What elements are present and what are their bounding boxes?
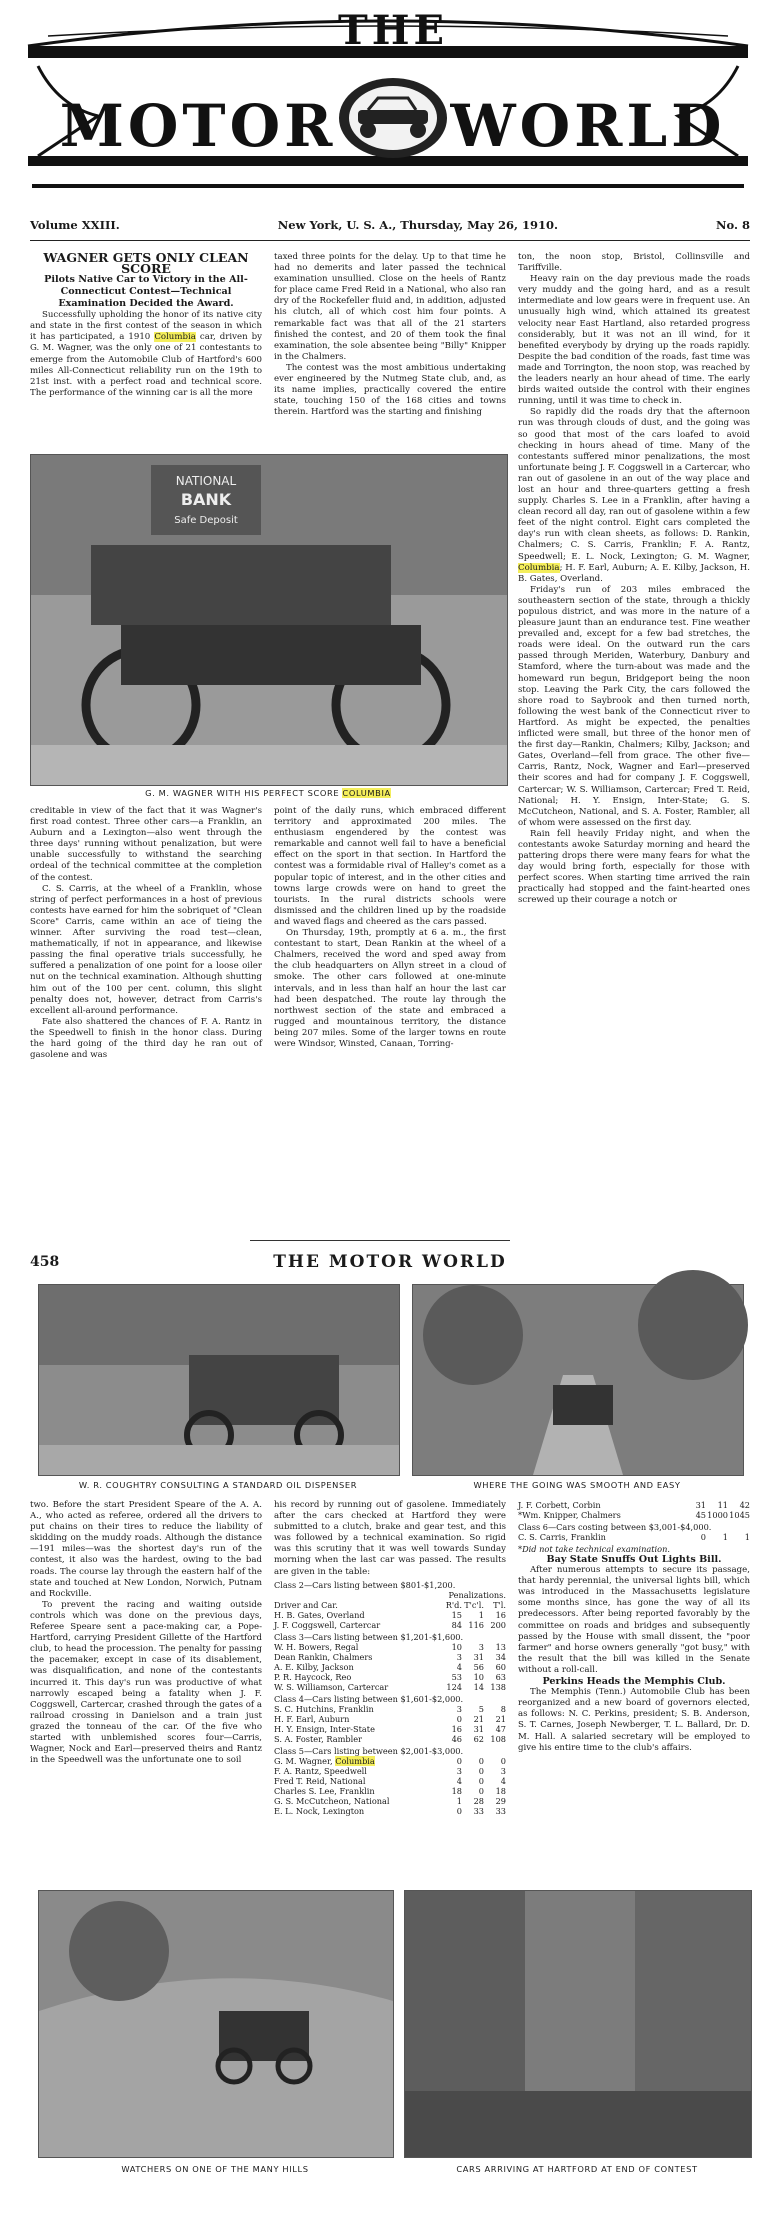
table-row xyxy=(274,1776,506,1786)
table-cell-score: 31 xyxy=(473,1723,484,1734)
table-cell-driver: A. E. Kilby, Jackson xyxy=(274,1661,354,1672)
highlighted-word: Columbia xyxy=(518,562,560,573)
table-cell-score: 63 xyxy=(495,1671,506,1682)
table-cell-score: 34 xyxy=(495,1651,506,1662)
paragraph-text: point of the daily runs, which embraced different territory and approximated 200 miles. The enthusiasm engendered by the contest was remarkable and cannot well fail to have a beneficial effect on the sport in that section. In Hartford the contest was a formidable rival of Halley's comet as a popular topic of interest, and in the other cities and towns large crowds were on hand to greet the tourists. In the rural districts schools were dismissed and the children lined up by the roadside and waved flags and cheered as the cars passed. xyxy=(274,806,506,927)
oil-dispenser-photo xyxy=(38,1284,400,1476)
table-cell-score: 4 xyxy=(500,1775,506,1786)
table-cell-score: 3 xyxy=(456,1703,462,1714)
table-cell-driver: *Wm. Knipper, Chalmers xyxy=(518,1510,621,1520)
smooth-road-photo xyxy=(412,1284,744,1476)
table-cell-score: 1000 xyxy=(707,1510,728,1520)
table-cell-driver: C. S. Carris, Franklin xyxy=(518,1532,606,1542)
table-cell-score: 108 xyxy=(490,1733,506,1744)
table-class-header: Class 2—Cars listing between $801-$1,200. xyxy=(274,1579,456,1590)
table-row xyxy=(518,1510,750,1520)
dateline xyxy=(30,218,750,236)
page2-header xyxy=(30,1252,750,1276)
paragraph-text: Successfully upholding the honor of its native city and state in the first contest of the season in which it has participated, a 1910 xyxy=(30,310,262,343)
paragraph-text: two. Before the start President Speare of the A. A. A., who acted as referee, ordered all the drivers to put chains on their tires to reduce the liability of skidding on the muddy roads. Although the distance—191 miles—was the shortest day's run of the contest, it also was the hardest, owing to the bad roads. The course lay through the eastern half of the state and touched at New London, Norwich, Putnam and Rockville. xyxy=(30,1500,262,1599)
table-row xyxy=(518,1500,750,1510)
table-cell-score: 0 xyxy=(456,1713,462,1724)
table-cell-score: 13 xyxy=(495,1641,506,1652)
table-row xyxy=(274,1756,506,1766)
table-row xyxy=(518,1532,750,1542)
page-divider xyxy=(250,1240,510,1241)
issue-number: No. 8 xyxy=(716,218,750,232)
table-cell-score: 4 xyxy=(456,1661,462,1672)
paragraph-text: On Thursday, 19th, promptly at 6 a. m., the first contestant to start, Dean Rankin at the wheel of a Chalmers, received the word and sped away from the club headquarters on Allyn street in a cloud of smoke. The other cars followed at one-minute intervals, and in less than half an hour the last car had been despatched. The route lay through the northwest section of the state and embraced a rugged and mountainous territory, the distance being 207 miles. Some of the larger towns en route were Windsor, Winsted, Canaan, Torring- xyxy=(274,928,506,1049)
table-cell-score: 31 xyxy=(695,1500,706,1510)
table-row xyxy=(274,1786,506,1796)
table-cell-score: 21 xyxy=(495,1713,506,1724)
table-cell-score: 56 xyxy=(473,1661,484,1672)
table-row xyxy=(274,1672,506,1682)
table-cell-driver: S. C. Hutchins, Franklin xyxy=(274,1703,374,1714)
wagner-car-photo xyxy=(30,454,508,786)
masthead-motor: MOTOR xyxy=(59,92,337,160)
article-column-1-top xyxy=(30,252,262,450)
paragraph-text: taxed three points for the delay. Up to that time he had no demerits and later passed the technical examination unsullied. Close on the heels of Rantz for place came Fred Reid in a National, who also ran dry of the Rockefeller fluid and, in addition, adjusted his clutch, all of which cost him four points. A remarkable fact was that all of the 21 starters finished the contest, and 20 of them took the final examination, the sole absentee being "Billy" Knipper in the Chalmers. xyxy=(274,252,506,362)
dateline-rule xyxy=(30,240,750,241)
svg-text:BANK: BANK xyxy=(180,490,232,509)
highlighted-word: Columbia xyxy=(154,332,196,343)
page2-column-3 xyxy=(518,1500,750,1880)
table-cell-score: 3 xyxy=(456,1651,462,1662)
table-cell-score: 5 xyxy=(478,1703,484,1714)
page-number: 458 xyxy=(30,1254,60,1270)
table-cell-driver: G. M. Wagner, Columbia xyxy=(274,1755,375,1766)
paragraph-text: Friday's run of 203 miles embraced the southeastern section of the state, through a thickly populous district, and was more in the nature of a pleasure jaunt than an endurance test. Fine weather prevailed and, except for a few bad stretches, the roads were ideal. On the outward run the cars passed through Meriden, Waterbury, Danbury and Stamford, where the turn-about was made and the homeward run begun, Bridgeport being the noon stop. Leaving the Park City, the cars followed the shore road to Saybrook and then turned north, following the west bank of the Connecticut river to Hartford. As might be expected, the penalties inflicted were small, but three of the honor men of the first day—Rankin, Chalmers; Kilby, Jackson; and Gates, Overland—fell from grace. The other five—Carris, Rantz, Nock, Wagner and Earl—preserved their scores and had for company J. F. Coggswell, Cartercar; W. S. Williamson, Cartercar; Fred T. Reid, National; H. Y. Ensign, Inter-State; G. S. McCutcheon, National, and S. A. Foster, Rambler, all of whom were assessed on the first day. xyxy=(518,584,750,828)
table-cell-score: 53 xyxy=(451,1671,462,1682)
table-cell-score: 28 xyxy=(473,1795,484,1806)
table-cell-score: 0 xyxy=(478,1755,484,1766)
table-cell-score: 1 xyxy=(478,1609,484,1620)
paragraph-text: The Memphis (Tenn.) Automobile Club has been reorganized and a new board of governors elected, as follows: N. C. Perkins, president; S. B. Anderson, S. T. Carnes, Joseph Newberger, T. L. Ballard, Dr. D. M. Hall. A salaried secretary will be employed to give his entire time to the club's affairs. xyxy=(518,1687,750,1753)
paragraph-text: Heavy rain on the day previous made the roads very muddy and the going hard, and as a result intermediate and low gears were in frequent use. An unusually high wind, which attained its greatest velocity near East Hartland, also retarded progress considerably, but it was not an ill wind, for it benefited everybody by drying up the roads rapidly. Despite the bad condition of the roads, fast time was made and Torrington, the noon stop, was reached by the leaders nearly an hour ahead of time. The early birds waited outside the control with their engines running, until it was time to check in. xyxy=(518,274,750,407)
photo-illustration xyxy=(39,1285,399,1475)
table-cell-score: 45 xyxy=(695,1510,706,1520)
paragraph-text: So rapidly did the roads dry that the afternoon run was through clouds of dust, and the going was so good that most of the cars loafed to avoid checking in hours ahead of time. Many of the contestants suffered minor penalizations, the most unfortunate being J. F. Coggswell in a Cartercar, who ran out of gasolene in an out of the way place and lost an hour and three-quarters getting a fresh supply. Charles S. Lee in a Franklin, after having a clean record all day, ran out of gasolene within a few feet of the night control. Eight cars completed the day's run with clean sheets, as follows: D. Rankin, Chalmers; C. S. Carris, Franklin; F. A. Rantz, Speedwell; E. L. Nock, Lexington; G. M. Wagner, xyxy=(518,407,750,562)
table-cell-score: 3 xyxy=(456,1765,462,1776)
issue-date: New York, U. S. A., Thursday, May 26, 1910. xyxy=(277,218,558,232)
table-cell-driver: H. Y. Ensign, Inter-State xyxy=(274,1723,375,1734)
table-cell-score: 0 xyxy=(478,1785,484,1796)
paragraph-text: creditable in view of the fact that it was Wagner's first road contest. Three other cars—a Franklin, an Auburn and a Lexington—also went through the three days' running without penalization, but were unable successfully to withstand the searching ordeal of the technical committee at the completion of the contest. xyxy=(30,806,262,883)
table-footnote: *Did not take technical examination. xyxy=(518,1544,670,1554)
volume-label: Volume XXIII. xyxy=(30,218,120,232)
table-row xyxy=(274,1766,506,1776)
table-cell-score: 47 xyxy=(495,1723,506,1734)
table-cell-score: 15 xyxy=(451,1609,462,1620)
table-cell-score: 138 xyxy=(490,1681,506,1692)
table-cell-score: 3 xyxy=(500,1765,506,1776)
caption-smooth-road: WHERE THE GOING WAS SMOOTH AND EASY xyxy=(473,1480,681,1490)
table-cell-score: 21 xyxy=(473,1713,484,1724)
paragraph-text: ton, the noon stop, Bristol, Collinsville and Tariffville. xyxy=(518,252,750,274)
masthead-the: THE xyxy=(337,7,449,54)
photo1-caption: G. M. WAGNER WITH HIS PERFECT SCORE COLUMBIA xyxy=(145,788,391,798)
table-header: Driver and Car. xyxy=(274,1599,338,1610)
table-cell-score: 31 xyxy=(473,1651,484,1662)
caption-oil-dispenser: W. R. COUGHTRY CONSULTING A STANDARD OIL DISPENSER xyxy=(78,1480,358,1490)
paragraph-text: his record by running out of gasolene. Immediately after the cars checked at Hartford they were submitted to a clutch, brake and gear test, and this was followed by a technical examination. So rigid was this scrutiny that it was well towards Sunday morning when the last car was passed. The results are given in the table: xyxy=(274,1500,506,1577)
table-cell-driver: E. L. Nock, Lexington xyxy=(274,1805,365,1816)
results-table-continued xyxy=(518,1500,750,1554)
table-header: T'l. xyxy=(493,1599,506,1610)
svg-text:Safe Deposit: Safe Deposit xyxy=(174,515,238,526)
table-cell-score: 42 xyxy=(739,1500,750,1510)
paragraph-text: car, driven by G. M. Wagner, was the only one of 21 contestants to emerge from the Automobile Club of Hartford's 600 miles All-Connecticut reliability run on the 19th to 21st inst. with a perfect road and technical score. The performance of the winning car is all the more xyxy=(30,332,262,398)
section-heading: Perkins Heads the Memphis Club. xyxy=(542,1676,726,1688)
table-cell-score: 0 xyxy=(700,1532,706,1542)
table-cell-driver: J. F. Coggswell, Cartercar xyxy=(274,1619,381,1630)
table-cell-score: 18 xyxy=(451,1785,462,1796)
table-row xyxy=(274,1610,506,1620)
table-cell-score: 16 xyxy=(451,1723,462,1734)
table-cell-score: 0 xyxy=(500,1755,506,1766)
photo-illustration xyxy=(405,1891,751,2157)
table-cell-score: 116 xyxy=(468,1619,484,1630)
article-headline: WAGNER GETS ONLY CLEAN SCORE xyxy=(43,250,249,277)
paragraph-text: ; H. F. Earl, Auburn; A. E. Kilby, Jackson, H. B. Gates, Overland. xyxy=(518,562,750,584)
table-cell-score: 11 xyxy=(717,1500,728,1510)
table-cell-driver: W. S. Williamson, Cartercar xyxy=(274,1681,389,1692)
table-cell-score: 1045 xyxy=(729,1510,750,1520)
table-class-header: Class 6—Cars costing between $3,001-$4,000. xyxy=(518,1522,712,1532)
hill-watchers-photo xyxy=(38,1890,394,2158)
photo-illustration xyxy=(31,455,507,785)
table-cell-driver: H. B. Gates, Overland xyxy=(274,1609,365,1620)
page2-column-2 xyxy=(274,1500,506,1880)
table-cell-driver: P. R. Haycock, Reo xyxy=(274,1671,352,1682)
table-row xyxy=(274,1662,506,1672)
table-cell-driver: Charles S. Lee, Franklin xyxy=(274,1785,375,1796)
article-column-3 xyxy=(518,252,750,906)
table-cell-score: 18 xyxy=(495,1785,506,1796)
table-cell-score: 84 xyxy=(451,1619,462,1630)
table-row xyxy=(274,1704,506,1714)
article-subhead: Pilots Native Car to Victory in the All-Connecticut Contest—Technical Examination Decided the Award. xyxy=(44,274,248,310)
table-header: Penalizations. xyxy=(448,1589,506,1600)
section-heading: Bay State Snuffs Out Lights Bill. xyxy=(546,1554,722,1565)
paragraph-text: After numerous attempts to secure its passage, that hardy perennial, the universal lights bill, which was introduced in the Massachusetts legislature some months since, has gone the way of all its predecessors. After being reported favorably by the committee on roads and bridges and subsequently passed by the House with small dissent, the "poor farmer" and horse owners generally "got busy," with the result that the bill was killed in the Senate without a roll-call. xyxy=(518,1565,750,1675)
table-class-header: Class 5—Cars listing between $2,001-$3,000. xyxy=(274,1745,464,1756)
table-cell-score: 1 xyxy=(456,1795,462,1806)
results-table xyxy=(274,1578,506,1816)
table-cell-driver: S. A. Foster, Rambler xyxy=(274,1733,362,1744)
table-row xyxy=(274,1796,506,1806)
table-cell-score: 60 xyxy=(495,1661,506,1672)
table-row xyxy=(274,1806,506,1816)
table-cell-driver: J. F. Corbett, Corbin xyxy=(518,1500,601,1510)
paragraph-text: C. S. Carris, at the wheel of a Franklin, whose string of perfect performances in a host of previous contests have earned for him the sobriquet of "Clean Score" Carris, came within an ace of tieing the winner. After surviving the road test—clean, mathematically, if not in appearance, and likewise passing the final operative trials successfully, he suffered a penalization of one point for a loose oiler nut on the technical examination. Although shutting him out of the 100 per cent. column, this slight penalty does not, however, detract from Carris's excellent all-around performance. xyxy=(30,883,262,1016)
table-cell-score: 10 xyxy=(473,1671,484,1682)
photo-illustration xyxy=(39,1891,393,2157)
table-cell-score: 33 xyxy=(495,1805,506,1816)
article-column-2-bottom xyxy=(274,806,506,1226)
highlighted-word: Columbia xyxy=(335,1755,375,1766)
paragraph-text: Fate also shattered the chances of F. A. Rantz in the Speedwell to finish in the honor class. During the hard going of the third day he ran out of gasolene and was xyxy=(30,1016,262,1061)
page2-column-1 xyxy=(30,1500,262,1880)
masthead-world: WORLD xyxy=(450,92,726,160)
masthead xyxy=(8,6,768,206)
caption-hill-watchers: WATCHERS ON ONE OF THE MANY HILLS xyxy=(121,2164,309,2174)
table-cell-score: 10 xyxy=(451,1641,462,1652)
table-cell-driver: Fred T. Reid, National xyxy=(274,1775,366,1786)
article-column-1-bottom xyxy=(30,806,262,1226)
table-cell-score: 14 xyxy=(473,1681,484,1692)
table-header: T'c'l. xyxy=(464,1599,484,1610)
table-cell-score: 62 xyxy=(473,1733,484,1744)
page-title: THE MOTOR WORLD xyxy=(273,1252,507,1272)
table-cell-driver: H. F. Earl, Auburn xyxy=(274,1713,350,1724)
hartford-arrival-photo xyxy=(404,1890,752,2158)
table-cell-score: 29 xyxy=(495,1795,506,1806)
table-header: R'd. xyxy=(445,1599,462,1610)
table-cell-score: 124 xyxy=(446,1681,462,1692)
table-cell-score: 1 xyxy=(744,1532,750,1542)
table-class-header: Class 4—Cars listing between $1,601-$2,000. xyxy=(274,1693,464,1704)
table-cell-driver: F. A. Rantz, Speedwell xyxy=(274,1765,367,1776)
caption-hartford-arrival: CARS ARRIVING AT HARTFORD AT END OF CONTEST xyxy=(456,2164,698,2174)
table-cell-score: 33 xyxy=(473,1805,484,1816)
table-cell-score: 0 xyxy=(456,1755,462,1766)
table-cell-score: 1 xyxy=(722,1532,728,1542)
table-row xyxy=(274,1714,506,1724)
article-column-2-top xyxy=(274,252,506,450)
paragraph-text: The contest was the most ambitious undertaking ever engineered by the Nutmeg State club, and, as its name implies, practically covered the entire state, touching 150 of the 168 cities and towns therein. Hartford was the starting and finishing xyxy=(274,362,506,418)
table-cell-score: 46 xyxy=(451,1733,462,1744)
paragraph-text: Rain fell heavily Friday night, and when the contestants awoke Saturday morning and heard the pattering drops there were many fears for what the day would bring forth, especially for those with perfect scores. When starting time arrived the rain practically had stopped and the faint-hearted ones screwed up their courage a notch or xyxy=(518,828,750,906)
paragraph-text: To prevent the racing and waiting outside controls which was done on the previous days, Referee Speare sent a pace-making car, a Pope-Hartford, carrying President Gillette of the Hartford club, to head the procession. The penalty for passing the pacemaker, except in case of its disablement, was disqualification, and none of the contestants incurred it. This day's run was productive of what narrowly escaped being a fatality when J. F. Coggswell, Cartercar, crashed through the gates of a railroad crossing in Danielson and a train just grazed the tonneau of the car. Of the five who started with unblemished scores four—Carris, Wagner, Nock and Earl—preserved theirs and Rantz in the Speedwell was the unfortunate one to soil xyxy=(30,1599,262,1766)
table-cell-driver: Dean Rankin, Chalmers xyxy=(274,1651,373,1662)
table-class-header: Class 3—Cars listing between $1,201-$1,600. xyxy=(274,1631,464,1642)
table-cell-score: 4 xyxy=(456,1775,462,1786)
table-cell-score: 0 xyxy=(456,1805,462,1816)
table-row xyxy=(274,1642,506,1652)
table-cell-score: 0 xyxy=(478,1775,484,1786)
table-cell-score: 8 xyxy=(500,1703,506,1714)
table-cell-score: 3 xyxy=(478,1641,484,1652)
table-cell-driver: G. S. McCutcheon, National xyxy=(274,1795,390,1806)
photo-illustration xyxy=(413,1285,743,1475)
table-row xyxy=(274,1652,506,1662)
table-row xyxy=(274,1734,506,1744)
table-cell-score: 200 xyxy=(490,1619,506,1630)
table-cell-score: 0 xyxy=(478,1765,484,1776)
table-row xyxy=(274,1620,506,1630)
table-cell-driver: W. H. Bowers, Regal xyxy=(274,1641,359,1652)
svg-text:NATIONAL: NATIONAL xyxy=(175,474,237,488)
table-cell-score: 16 xyxy=(495,1609,506,1620)
table-row xyxy=(274,1724,506,1734)
table-row xyxy=(274,1682,506,1692)
masthead-art xyxy=(8,6,768,206)
